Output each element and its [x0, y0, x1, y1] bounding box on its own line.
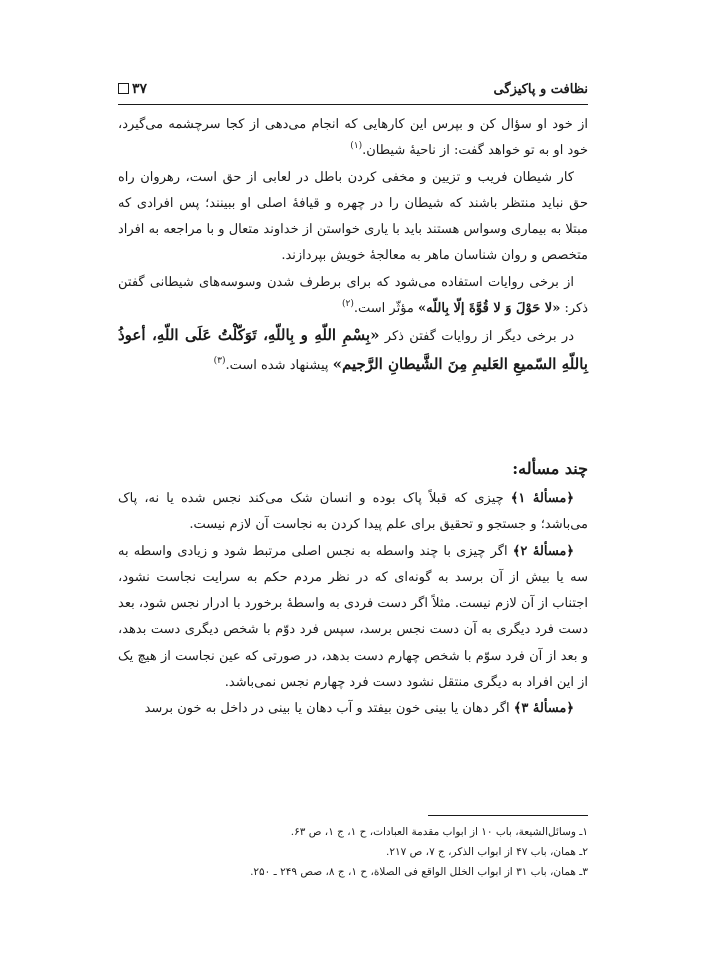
footnote-1: ۱ـ وسائل‌الشیعة، باب ۱۰ از ابواب مقدمة العبادات، ح ۱، ج ۱، ص ۶۳. — [290, 826, 588, 838]
footnotes — [118, 822, 588, 882]
page-number-block — [118, 81, 147, 97]
issue-1-label: ﴿مسألهٔ ۱﴾ — [510, 491, 574, 506]
issue-1 — [118, 486, 588, 539]
issue-3 — [118, 696, 588, 722]
issue-2-text: اگر چیزی با چند واسطه به نجس اصلی مرتبط شود و زیادی واسطه به سه یا بیش از آن برسد به گونه‌ای که در نظر مردم حکم به سرایت نجاست نشود، اجتناب از آن لازم نیست. مثلاً اگر دست فردی به واسطهٔ برخورد با ادرار نجس شود، بعد دست فرد دیگری به آن دست نجس برسد، سپس فرد دوّم با شخص دیگری دست بدهد، و بعد از آن فرد سوّم با شخص چهارم دست بدهد، در صورتی که عین نجاست از هیچ یک از این افراد به دیگری منتقل نشود دست فرد چهارم نجس نمی‌باشد. — [118, 543, 588, 691]
dhikr-quote-2: «بِسْمِ اللّهِ و بِاللّهِ، تَوَكّلْتُ عَلَى اللّهِ، أعوذُ بِاللّهِ السّميعِ العَليمِ مِنَ الشَّيطانِ الرَّجيم» — [118, 326, 588, 373]
issue-3-text: اگر دهان یا بینی خون بیفتد و آب دهان یا بینی در داخل به خون برسد — [144, 701, 514, 717]
running-header — [118, 80, 588, 102]
footnote-ref-2: (۲) — [342, 299, 354, 310]
paragraph-2 — [118, 165, 588, 270]
footnote-ref-3: (۳) — [213, 355, 226, 366]
main-text — [118, 112, 588, 379]
section-heading: چند مسأله: — [512, 459, 588, 478]
dhikr-quote-1: «لا حَوْلَ وَ لا قُوَّةَ إلّا بِاللّه» — [418, 301, 561, 317]
paragraph-1-text: از خود او سؤال کن و بپرس این کارهایی که انجام می‌دهی از کجا سرچشمه می‌گیرد، خود او به تو خواهد گفت: از ناحیهٔ شیطان. — [118, 117, 588, 159]
paragraph-4 — [118, 322, 588, 379]
book-title: نظافت و پاکیزگی — [493, 82, 588, 97]
paragraph-2-text: کار شیطان فریب و تزیین و مخفی کردن باطل در لعابی از حق است، رهروان راه حق نباید منتظر باشند که شیطان را در چهره و قیافهٔ اصلی او ببینند؛ پس افرادی که مبتلا به بیماری وسواس هستند باید با یاری خواستن از خداوند متعال و با مراجعه به افراد متخصص و روان شناسان ماهر به معالجهٔ خویش بپردازند. — [118, 169, 588, 264]
page-number: ۳۷ — [132, 81, 148, 97]
issue-2 — [118, 539, 588, 697]
issue-2-label: ﴿مسألهٔ ۲﴾ — [512, 543, 574, 559]
paragraph-4-text: در برخی دیگر از روایات گفتن ذکر — [379, 329, 574, 345]
issue-3-label: ﴿مسألهٔ ۳﴾ — [513, 701, 574, 717]
issues-text — [118, 486, 588, 723]
square-ornament-icon — [118, 83, 129, 94]
footnote-3: ۳ـ همان، باب ۳۱ از ابواب الخلل الواقع فی الصلاة، ح ۱، ج ۸، صص ۲۴۹ ـ ۲۵۰. — [250, 866, 588, 878]
header-rule — [118, 104, 588, 105]
paragraph-3-text: از برخی روایات استفاده می‌شود که برای برطرف شدن وسوسه‌های شیطانی گفتن ذکر: — [118, 274, 588, 317]
paragraph-3-tail: مؤثّر است. — [353, 301, 419, 317]
footnote-rule — [428, 815, 588, 816]
footnote-2: ۲ـ همان، باب ۴۷ از ابواب الذکر، ج ۷، ص ۲۱۷. — [386, 846, 588, 858]
paragraph-1 — [118, 112, 588, 165]
paragraph-4-tail: پیشنهاد شده است. — [225, 357, 333, 373]
footnote-ref-1: (۱) — [350, 141, 363, 152]
issue-1-text: چیزی که قبلاً پاک بوده و انسان شک می‌کند نجس شده یا نه، پاک می‌باشد؛ و جستجو و تحقیق برای علم پیدا کردن به نجاست آن لازم نیست. — [118, 491, 588, 533]
paragraph-3 — [118, 270, 588, 323]
